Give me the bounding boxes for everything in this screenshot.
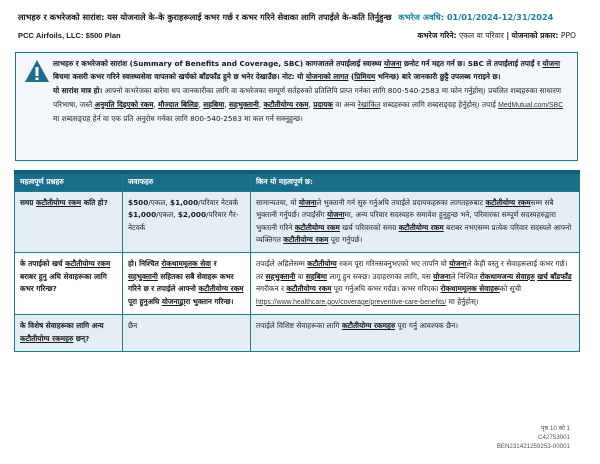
text: सहितका सबै सेवाहरू कभर गरिने छ र तपाईले आफ्नो	[128, 271, 234, 294]
text: नगरीकन र	[256, 284, 287, 294]
table-row	[15, 252, 580, 314]
glossary-term: रोकथाममूलक सेवा	[161, 258, 212, 268]
table-row	[15, 191, 580, 252]
glossary-term: योजना	[433, 271, 451, 281]
glossary-term: प्रिमियम	[354, 72, 376, 82]
header-why-important: किन यो महत्वपूर्ण छ:	[251, 172, 580, 191]
text: पूरा गर्नुअघि कभर गर्दछ। कभर गरिएका	[331, 284, 441, 294]
coverage-for-value: एकल वा परिवार	[459, 31, 504, 40]
text: को सूची	[499, 284, 522, 294]
glossary-term: कटौतीयोग्य रकम	[294, 222, 340, 232]
text: $2,000	[177, 210, 207, 220]
glossary-term: कटौतीयोग्य रकमहरु	[341, 321, 396, 331]
text: भनिन्छ) बारे जानकारी छुट्टै उपलब्ध गराइने छ।	[375, 72, 501, 82]
text: $500	[128, 197, 149, 207]
benefit-code: BEN231421259253-00001	[496, 443, 570, 451]
text: ,	[198, 99, 204, 109]
text: छनोट गर्न मद्दत गर्न छ। SBC ले तपाईंलाई तपाईं र	[401, 59, 543, 68]
text: (	[348, 72, 355, 82]
text: मा, अन्य परिवार सदस्यहरु समावेश हुनुहुन्छ भने, परिवारका सम्पूर्ण सदस्यहरुद्वारा भुक्तानी गरिने	[256, 210, 556, 232]
glossary-term: प्रदायक	[313, 99, 333, 109]
text: बराबर हुनु अघि सेवाहरूका लागि कभर गरिन्छ?	[20, 271, 107, 294]
text: शब्दहरुका लागि शब्दसङ्ग्रह हेर्नुहोस्। तपाई	[380, 99, 499, 109]
text: लाभहरु र कभरेजको सारांश (Summary of Benefits and Coverage, SBC) कागजातले तपाईलाई स्वास्थ्य	[53, 59, 384, 68]
glossary-term: कटौतीयोग्य रकम	[485, 197, 531, 207]
glossary-term: सहभुक्तानी	[228, 99, 259, 109]
header-questions: महत्वपूर्ण प्रश्नहरु	[15, 172, 123, 191]
text: के तपाईको खर्च	[20, 258, 66, 268]
page-number: पृष्ठ 10 को 1	[541, 425, 570, 432]
text: वारा भुक्तान गरिन्छ।	[185, 296, 234, 306]
glossary-term: कटौतीयोग्य रकम	[263, 99, 309, 109]
glossary-term: सहबिमा	[203, 99, 225, 109]
glossary-term: सहभुक्तानी	[128, 271, 158, 281]
text: के विशेष सेवाहरूका लागि अन्य	[20, 321, 104, 331]
page-footer	[497, 424, 570, 452]
question-cell	[15, 252, 123, 314]
glossary-term: योजना	[449, 258, 467, 268]
text: मा हेर्नुहोस्।	[446, 296, 479, 306]
glossary-term: योजना	[542, 59, 560, 68]
text: बिचमा कसरी कभर गरिने स्वास्थ्यसेवा वापतको खर्चको बाँडफाँड हुने छ भनेर देखाउँछ। नोट: यो	[53, 72, 306, 82]
glossary-term: रेखांकित	[357, 99, 381, 109]
glossary-term: सहभुक्तानी	[265, 271, 296, 281]
glossary-term: कटौतीयोग्य रकम	[398, 222, 444, 232]
answer-cell	[123, 252, 251, 314]
glossary-term: कटौतीयोग्य रकमहरु	[20, 333, 74, 343]
text: तपाईले विशिष्ट सेवाहरूका लागि	[256, 321, 342, 331]
text: ले केही वस्तु र सेवाहरूलाई कभर गर्छ। तर	[256, 258, 568, 281]
text: समग्र	[20, 197, 36, 207]
text: $1,000	[170, 197, 199, 207]
warning-icon	[24, 59, 50, 83]
text: बराबर नभएसम्म प्रत्येक परिवार सदस्यले आफ्नो व्यक्तिगत	[256, 222, 572, 245]
glossary-term: कटौतीयोग्य रकम	[35, 197, 82, 207]
text: ले भुक्तानी गर्न सुरु गर्नुअघि तपाईंले प्रदायकहरुका लागतहरुबाट	[316, 197, 486, 207]
coverage-period: कभरेज अवधि: 01/01/2024-12/31/2024	[398, 12, 554, 22]
glossary-term: कटौतीयोग्य	[307, 258, 337, 268]
glossary-term: अनुमति दिइएको रकम	[94, 99, 154, 109]
glossary-term: कटौतीयोग्य रकम	[65, 258, 111, 268]
text: ,	[224, 99, 229, 109]
text: पूरा हुनुअघि	[128, 296, 162, 306]
glossary-term: सहबिमा	[305, 271, 328, 281]
text: /एकल,	[148, 197, 170, 207]
answer-cell	[123, 315, 251, 351]
glossary-term: योजना	[383, 59, 402, 68]
text: छैन	[128, 321, 138, 331]
link[interactable]: https://www.healthcare.gov/coverage/preventive-care-benefits/	[256, 298, 447, 306]
text: रकम पूरा गरिनसक्नुभएको भए तापनि यो	[336, 258, 450, 268]
text: सामान्यतया, यो	[256, 197, 299, 207]
text: मा शब्दसङ्ग्रह हेर्न वा एक प्रति अनुरोध गर्नका लागि 800-540-2583 मा कल गर्न सक्नुहुन्छ।	[53, 113, 303, 123]
text: सम्म सबै भुक्तानी गर्नुपर्छ। तपाईंसँग	[256, 197, 554, 220]
glossary-term: रोकथाममूलक सेवाहरू	[440, 284, 500, 294]
text: ,	[308, 99, 314, 109]
text: हो। निश्चित	[128, 258, 162, 268]
text: वा	[295, 271, 306, 281]
text: /परिवार गैर-नेटवर्क	[128, 210, 239, 232]
link[interactable]: MedMutual.com/SBC	[498, 101, 564, 109]
text: तपाईले अहिलेसम्म	[256, 258, 308, 268]
why-cell	[251, 191, 580, 252]
why-cell	[251, 315, 580, 351]
glossary-term: योजनाको लागत	[305, 72, 349, 82]
plan-type-value: PPO	[560, 31, 576, 40]
text: यो सारांश मात्र हो।	[53, 86, 103, 96]
notice-paragraph-1	[53, 57, 571, 83]
glossary-term: कटौतीयोग्य रकम	[198, 284, 244, 294]
text: /एकल,	[156, 210, 178, 220]
coverage-for-label: कभरेज गरिने:	[417, 31, 457, 40]
why-cell	[251, 252, 580, 314]
text: र	[211, 258, 217, 268]
text: कति हो?	[81, 197, 108, 207]
text: /परिवार नेटवर्क	[198, 197, 239, 207]
document-title: लाभहरु र कभरेजको सारांश: यस योजनाले के-के कुराहरूलाई कभर गर्छ र कभर गरिने सेवाका लागि तपाईले के-कति तिर्नुहुन्छ	[18, 12, 392, 22]
glossary-term: खर्च बाँडफाँड	[537, 271, 572, 281]
table-header-row	[15, 172, 580, 191]
glossary-term: योजना	[327, 210, 345, 220]
question-cell	[15, 315, 123, 351]
glossary-term: कटौतीयोग्य रकम	[286, 284, 332, 294]
glossary-term: मौज्दात बिलिङ	[158, 99, 199, 109]
text: पूरा गर्नुपर्छ।	[328, 235, 363, 245]
sbc-notice-box	[15, 52, 578, 161]
text: वा अन्य	[332, 99, 358, 109]
text: लागू हुन सक्छ। उदाहरणका लागि, यस	[327, 271, 434, 281]
text: आफ्नो कभरेजका बारेमा थप जानकारीका लागि वा कभरेजका सम्पूर्ण सर्तहरुको प्रतिलिपि प्राप्त गर्नका लागि 800-540-2583 मा फोन गर्नुहोस्। प्रचलित शब्दहरुका साधारण परिभाषा, जस्तै	[53, 86, 562, 109]
separator: |	[506, 31, 510, 40]
questions-table	[14, 170, 580, 352]
glossary-term: योजनाद्	[161, 296, 186, 306]
plan-type-label: योजनाको प्रकार:	[511, 31, 559, 40]
text: ,	[258, 99, 264, 109]
notice-paragraph-2	[53, 84, 571, 125]
table-row	[15, 315, 580, 351]
text: पूरा गर्नु आवश्यक छैन।	[395, 321, 459, 331]
plan-meta	[417, 31, 576, 41]
header-title	[18, 12, 553, 23]
plan-name: PCC Airfoils, LLC: $500 Plan	[18, 31, 121, 40]
document-code: C42753001	[538, 434, 570, 442]
glossary-term: कटौतीयोग्य रकम	[283, 235, 329, 245]
text: ,	[153, 99, 159, 109]
text: $1,000	[128, 210, 157, 220]
text: खर्च परिवारको समग्र	[339, 222, 399, 232]
question-cell	[15, 191, 123, 252]
answer-cell	[123, 191, 251, 252]
header-answers: जवाफहरु	[123, 172, 251, 191]
text: ले निश्चित	[450, 271, 480, 281]
text: छन्?	[73, 333, 90, 343]
glossary-term: रोकथामजन्य सेवाहरु	[479, 271, 535, 281]
glossary-term: योजना	[298, 197, 317, 207]
